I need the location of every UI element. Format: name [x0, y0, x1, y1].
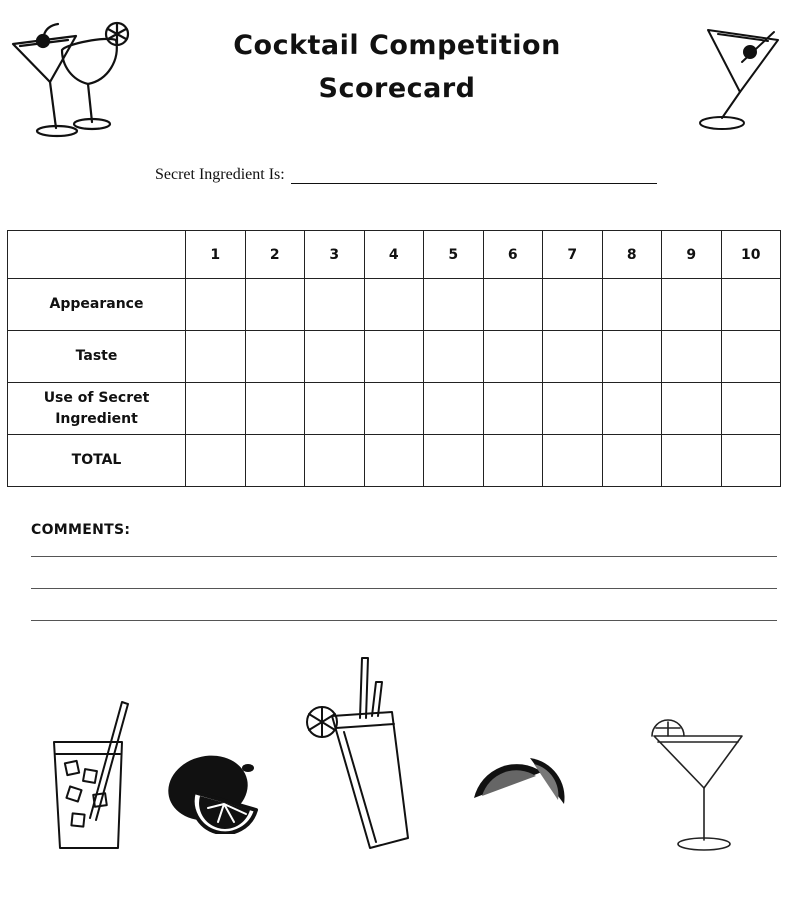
score-column-header: 9: [662, 231, 722, 279]
table-row: [8, 435, 781, 487]
score-cell[interactable]: [305, 435, 365, 487]
score-cell[interactable]: [305, 331, 365, 383]
score-cell[interactable]: [483, 383, 543, 435]
table-row: [8, 279, 781, 331]
comment-line-1[interactable]: [31, 556, 777, 557]
score-cell[interactable]: [662, 435, 722, 487]
table-row: [8, 331, 781, 383]
row-label-total: [8, 435, 186, 487]
row-label-text: Appearance: [49, 296, 144, 312]
highball-with-straw-icon: [48, 698, 130, 854]
score-column-header: 1: [186, 231, 246, 279]
score-column-header: 3: [305, 231, 365, 279]
score-cell[interactable]: [662, 383, 722, 435]
score-cell[interactable]: [364, 279, 424, 331]
score-cell[interactable]: [602, 383, 662, 435]
score-cell[interactable]: [543, 435, 603, 487]
score-column-header: 2: [245, 231, 305, 279]
score-cell[interactable]: [483, 435, 543, 487]
citrus-wedges-icon: [470, 734, 580, 816]
secret-ingredient-blank[interactable]: [291, 165, 657, 184]
row-label-text: Taste: [75, 348, 118, 364]
comment-line-2[interactable]: [31, 588, 777, 589]
score-cell[interactable]: [424, 383, 484, 435]
score-table: [7, 230, 781, 487]
score-cell[interactable]: [602, 331, 662, 383]
score-cell[interactable]: [364, 435, 424, 487]
secret-ingredient-label: Secret Ingredient Is:: [155, 166, 285, 183]
score-cell[interactable]: [364, 383, 424, 435]
score-cell[interactable]: [602, 279, 662, 331]
score-cell[interactable]: [364, 331, 424, 383]
score-cell[interactable]: [602, 435, 662, 487]
score-column-header: 7: [543, 231, 603, 279]
score-cell[interactable]: [424, 279, 484, 331]
rimmed-martini-icon: [648, 716, 748, 856]
score-cell[interactable]: [186, 331, 246, 383]
score-cell[interactable]: [721, 331, 781, 383]
row-label-taste: [8, 331, 186, 383]
score-cell[interactable]: [721, 435, 781, 487]
score-cell[interactable]: [483, 279, 543, 331]
secret-ingredient-row: [155, 165, 657, 184]
score-cell[interactable]: [424, 435, 484, 487]
page-title: [190, 24, 604, 110]
comments-label: COMMENTS:: [31, 522, 131, 538]
score-cell[interactable]: [483, 331, 543, 383]
score-column-header: 8: [602, 231, 662, 279]
score-header-row: [8, 231, 781, 279]
score-cell[interactable]: [245, 383, 305, 435]
score-cell[interactable]: [186, 383, 246, 435]
score-cell[interactable]: [662, 279, 722, 331]
score-cell[interactable]: [245, 435, 305, 487]
cherry-martini-and-coupe-glasses-icon: [10, 20, 135, 142]
row-label-secret-ingredient: [8, 383, 186, 435]
score-cell[interactable]: [662, 331, 722, 383]
score-cell[interactable]: [245, 331, 305, 383]
score-cell[interactable]: [721, 383, 781, 435]
score-cell[interactable]: [543, 383, 603, 435]
comment-line-3[interactable]: [31, 620, 777, 621]
table-row: [8, 383, 781, 435]
row-label-appearance: [8, 279, 186, 331]
score-cell[interactable]: [305, 383, 365, 435]
score-cell[interactable]: [543, 279, 603, 331]
score-cell[interactable]: [245, 279, 305, 331]
score-column-header: 10: [721, 231, 781, 279]
score-cell[interactable]: [543, 331, 603, 383]
row-label-text: Use of Secret: [43, 389, 150, 406]
tall-glass-with-straws-icon: [300, 652, 420, 852]
score-cell[interactable]: [186, 435, 246, 487]
title-line-1: Cocktail Competition: [233, 30, 561, 61]
score-cell[interactable]: [424, 331, 484, 383]
row-label-text: Ingredient: [55, 410, 138, 427]
score-column-header: 5: [424, 231, 484, 279]
header-empty-cell: [8, 231, 186, 279]
score-cell[interactable]: [305, 279, 365, 331]
lemon-with-slice-icon: [164, 748, 260, 834]
martini-with-olive-icon: [694, 26, 784, 136]
score-cell[interactable]: [186, 279, 246, 331]
score-column-header: 6: [483, 231, 543, 279]
title-line-2: Scorecard: [318, 73, 476, 104]
row-label-text: TOTAL: [71, 452, 122, 468]
score-column-header: 4: [364, 231, 424, 279]
score-cell[interactable]: [721, 279, 781, 331]
